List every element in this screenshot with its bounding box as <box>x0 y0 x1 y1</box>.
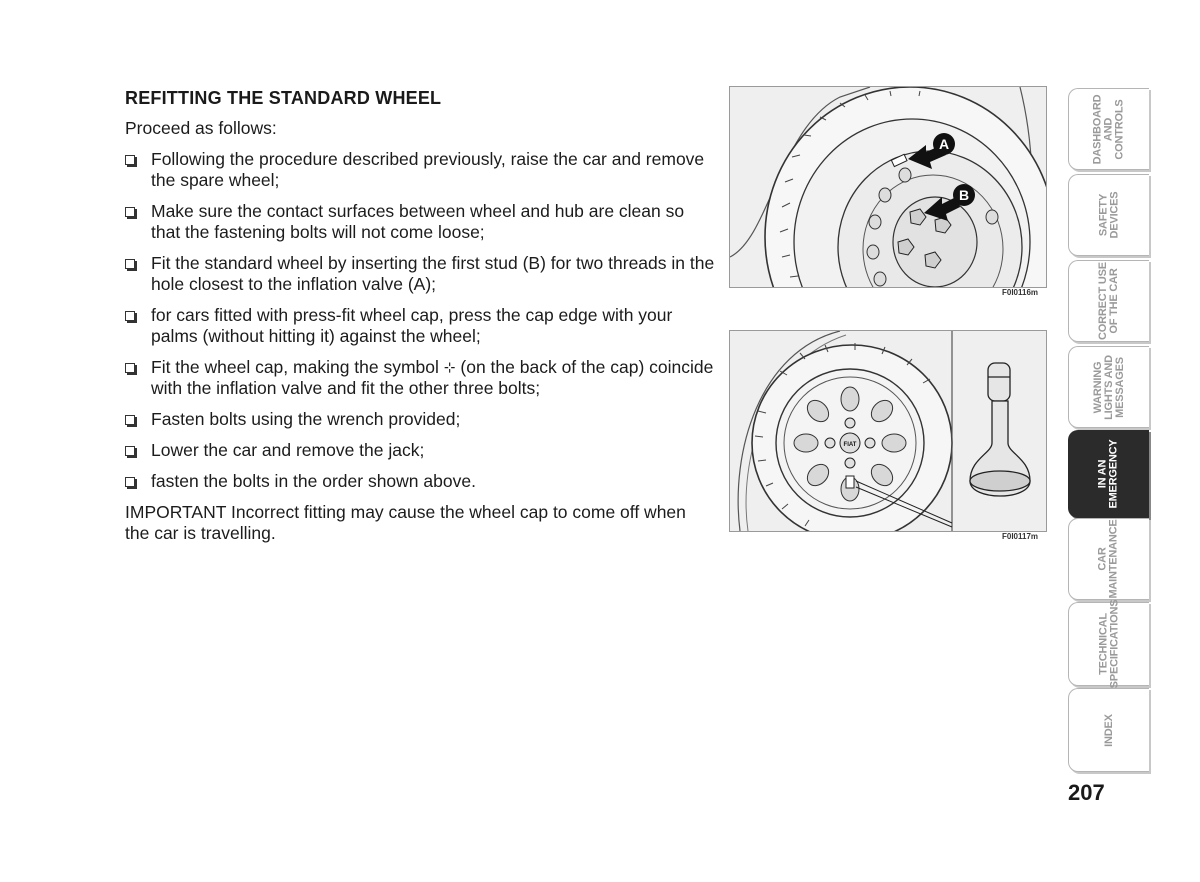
step-item: Fasten bolts using the wrench provided; <box>125 409 715 430</box>
fiat-logo: FIAT <box>843 442 857 448</box>
label-a: A <box>938 136 950 152</box>
valve-symbol-icon: ⊹ <box>443 359 456 375</box>
tab-car-maintenance[interactable]: CAR MAINTENANCE <box>1068 518 1149 600</box>
checkbox-bullet-icon <box>125 259 135 269</box>
important-note: IMPORTANT Incorrect fitting may cause the wheel cap to come off when the car is travelling. <box>125 502 686 543</box>
checkbox-bullet-icon <box>125 155 135 165</box>
tab-warning-lights-and-messages[interactable]: WARNING LIGHTS AND MESSAGES <box>1068 346 1149 428</box>
page-number: 207 <box>1068 780 1105 805</box>
tab-index[interactable]: INDEX <box>1068 688 1149 772</box>
tab-dashboard-and-controls[interactable]: DASHBOARD AND CONTROLS <box>1068 88 1149 170</box>
step-item: Fit the wheel cap, making the symbol ⊹ (on the back of the cap) coincide with the inflation valve and fit the other three bolts; <box>125 357 715 399</box>
figure-code: F0I0116m <box>1002 288 1039 297</box>
step-item: Lower the car and remove the jack; <box>125 440 715 461</box>
tab-technical-specifications[interactable]: TECHNICAL SPECIFICATIONS <box>1068 602 1149 686</box>
checkbox-bullet-icon <box>125 363 135 373</box>
label-b: B <box>958 187 970 203</box>
tab-safety-devices[interactable]: SAFETY DEVICES <box>1068 174 1149 256</box>
wheel-cap-illustration <box>730 331 1046 531</box>
step-item: Fit the standard wheel by inserting the first stud (B) for two threads in the hole closest to the inflation valve (A); <box>125 253 715 295</box>
checkbox-bullet-icon <box>125 311 135 321</box>
step-item: fasten the bolts in the order shown above. <box>125 471 715 492</box>
tab-correct-use-of-the-car[interactable]: CORRECT USE OF THE CAR <box>1068 260 1149 342</box>
figure-wheel-cap <box>729 330 1047 532</box>
checkbox-bullet-icon <box>125 477 135 487</box>
main-text-column <box>125 88 715 554</box>
step-item: Make sure the contact surfaces between wheel and hub are clean so that the fastening bolts will not come loose; <box>125 201 715 243</box>
checkbox-bullet-icon <box>125 207 135 217</box>
checkbox-bullet-icon <box>125 446 135 456</box>
step-item: for cars fitted with press-fit wheel cap, press the cap edge with your palms (without hitting it) against the wheel; <box>125 305 715 347</box>
wheel-bolt-illustration <box>730 87 1046 287</box>
tab-in-an-emergency[interactable]: IN AN EMERGENCY <box>1068 430 1149 518</box>
section-heading: REFITTING THE STANDARD WHEEL <box>125 88 442 108</box>
procedure-steps <box>125 149 715 492</box>
checkbox-bullet-icon <box>125 415 135 425</box>
intro-text: Proceed as follows: <box>125 118 277 138</box>
step-item: Following the procedure described previously, raise the car and remove the spare wheel; <box>125 149 715 191</box>
figure-code: F0I0117m <box>1002 532 1039 541</box>
figure-wheel-bolts <box>729 86 1047 288</box>
